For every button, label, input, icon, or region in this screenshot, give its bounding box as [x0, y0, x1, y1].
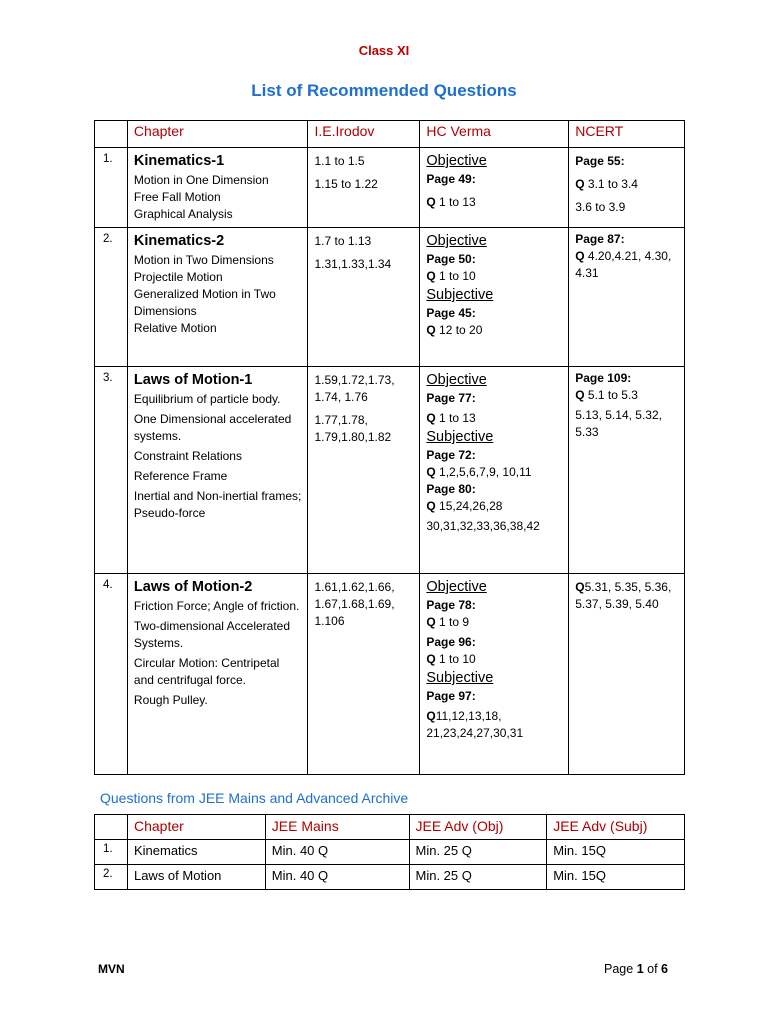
chapter-title: Kinematics-1: [133, 153, 225, 169]
row-number: 1.: [95, 840, 128, 865]
topic: Motion in Two Dimensions: [133, 253, 274, 267]
chapter-title: Laws of Motion-2: [133, 579, 253, 595]
topic: Reference Frame: [133, 469, 228, 483]
subjective-label: Subjective: [426, 287, 494, 303]
page-title: List of Recommended Questions: [251, 81, 517, 100]
page-ref: Page 80:: [426, 482, 476, 496]
question-range: Q 1,2,5,6,7,9, 10,11: [426, 465, 532, 479]
ncert-cell: [569, 148, 685, 228]
chapter-cell: Kinematics: [127, 840, 265, 865]
jee-adv-obj-cell: Min. 25 Q: [409, 865, 547, 890]
question-range: Q 3.1 to 3.4: [575, 177, 638, 191]
table-row: [95, 228, 685, 367]
objective-label: Objective: [426, 153, 487, 169]
row-number: 1.: [95, 148, 128, 228]
subjective-label: Subjective: [426, 670, 494, 686]
irodov-cell: [308, 574, 420, 775]
page-ref: Page 87:: [575, 232, 625, 246]
header-jee-mains: JEE Mains: [265, 815, 409, 840]
header-jee-adv-obj: JEE Adv (Obj): [409, 815, 547, 840]
chapter-cell: [127, 228, 308, 367]
question-range-extra: 5.13, 5.14, 5.32, 5.33: [575, 408, 662, 439]
topic: One Dimensional accelerated systems.: [133, 412, 292, 443]
irodov-cell: [308, 148, 420, 228]
chapter-cell: [127, 367, 308, 574]
header-chapter: Chapter: [127, 121, 308, 148]
footer-author: MVN: [98, 962, 125, 976]
topic: Projectile Motion: [133, 270, 223, 284]
topic: Rough Pulley.: [133, 693, 208, 707]
page-ref: Page 49:: [426, 172, 476, 186]
topic: Two-dimensional Accelerated Systems.: [133, 619, 291, 650]
question-range: Q5.31, 5.35, 5.36, 5.37, 5.39, 5.40: [575, 580, 672, 611]
question-range: Q11,12,13,18, 21,23,24,27,30,31: [426, 709, 524, 740]
recommended-questions-table: [94, 120, 685, 775]
hcv-cell: [420, 574, 569, 775]
irodov-range: 1.77,1.78, 1.79,1.80,1.82: [314, 413, 392, 444]
chapter-cell: Laws of Motion: [127, 865, 265, 890]
footer-page-number: Page 1 of 6: [604, 962, 668, 976]
objective-label: Objective: [426, 233, 487, 249]
irodov-cell: [308, 228, 420, 367]
header-chapter: Chapter: [127, 815, 265, 840]
page-ref: Page 72:: [426, 448, 476, 462]
question-range: Q 5.1 to 5.3: [575, 388, 638, 402]
hcv-cell: [420, 228, 569, 367]
chapter-title: Laws of Motion-1: [133, 372, 253, 388]
hcv-cell: [420, 148, 569, 228]
chapter-cell: [127, 148, 308, 228]
chapter-title: Kinematics-2: [133, 233, 225, 249]
jee-mains-cell: Min. 40 Q: [265, 865, 409, 890]
page-ref: Page 109:: [575, 371, 632, 385]
topic: Free Fall Motion: [133, 190, 221, 204]
header-ncert: NCERT: [569, 121, 685, 148]
topic: Relative Motion: [133, 321, 217, 335]
irodov-range: 1.1 to 1.5: [314, 154, 365, 168]
table-row: [95, 840, 685, 865]
topic: Constraint Relations: [133, 449, 242, 463]
topic: Graphical Analysis: [133, 207, 233, 221]
table-row: [95, 367, 685, 574]
jee-mains-cell: Min. 40 Q: [265, 840, 409, 865]
header-hc-verma: HC Verma: [420, 121, 569, 148]
page-ref: Page 96:: [426, 635, 476, 649]
ncert-cell: [569, 367, 685, 574]
question-range: Q 1 to 13: [426, 411, 476, 425]
topic: Equilibrium of particle body.: [133, 392, 281, 406]
archive-section-title: Questions from JEE Mains and Advanced Archive: [100, 790, 409, 806]
irodov-range: 1.31,1.33,1.34: [314, 257, 392, 271]
irodov-cell: [308, 367, 420, 574]
header-jee-adv-subj: JEE Adv (Subj): [547, 815, 685, 840]
hcv-cell: [420, 367, 569, 574]
row-number: 2.: [95, 228, 128, 367]
table-row: [95, 148, 685, 228]
jee-adv-subj-cell: Min. 15Q: [547, 865, 685, 890]
irodov-range: 1.61,1.62,1.66, 1.67,1.68,1.69, 1.106: [314, 580, 395, 628]
table-header-row: [95, 121, 685, 148]
question-range: Q 4.20,4.21, 4.30, 4.31: [575, 249, 672, 280]
question-range: Q 15,24,26,28: [426, 499, 503, 513]
objective-label: Objective: [426, 372, 487, 388]
page-ref: Page 78:: [426, 598, 476, 612]
question-range: Q 12 to 20: [426, 323, 483, 337]
table-row: [95, 574, 685, 775]
chapter-cell: [127, 574, 308, 775]
topic: Inertial and Non-inertial frames; Pseudo-force: [133, 489, 302, 520]
page-ref: Page 77:: [426, 391, 476, 405]
question-range: Q 1 to 10: [426, 269, 476, 283]
topic: Circular Motion: Centripetal and centrifugal force.: [133, 656, 280, 687]
page-ref: Page 50:: [426, 252, 476, 266]
jee-adv-subj-cell: Min. 15Q: [547, 840, 685, 865]
page-ref: Page 97:: [426, 689, 476, 703]
irodov-range: 1.15 to 1.22: [314, 177, 378, 191]
page-ref: Page 55:: [575, 154, 625, 168]
table-header-row: [95, 815, 685, 840]
jee-adv-obj-cell: Min. 25 Q: [409, 840, 547, 865]
topic: Generalized Motion in Two Dimensions: [133, 287, 276, 318]
ncert-cell: [569, 574, 685, 775]
archive-table: [94, 814, 685, 890]
row-number: 3.: [95, 367, 128, 574]
table-row: [95, 865, 685, 890]
topic: Friction Force; Angle of friction.: [133, 599, 300, 613]
question-range-extra: 3.6 to 3.9: [575, 200, 626, 214]
row-number: 4.: [95, 574, 128, 775]
question-range: Q 1 to 13: [426, 195, 476, 209]
subjective-label: Subjective: [426, 429, 494, 445]
irodov-range: 1.7 to 1.13: [314, 234, 372, 248]
topic: Motion in One Dimension: [133, 173, 269, 187]
question-range: Q 1 to 10: [426, 652, 476, 666]
header-irodov: I.E.Irodov: [308, 121, 420, 148]
question-range-extra: 30,31,32,33,36,38,42: [426, 519, 540, 533]
row-number: 2.: [95, 865, 128, 890]
objective-label: Objective: [426, 579, 487, 595]
question-range: Q 1 to 9: [426, 615, 470, 629]
class-label: Class XI: [358, 43, 410, 58]
irodov-range: 1.59,1.72,1.73, 1.74, 1.76: [314, 373, 395, 404]
ncert-cell: [569, 228, 685, 367]
page-ref: Page 45:: [426, 306, 476, 320]
